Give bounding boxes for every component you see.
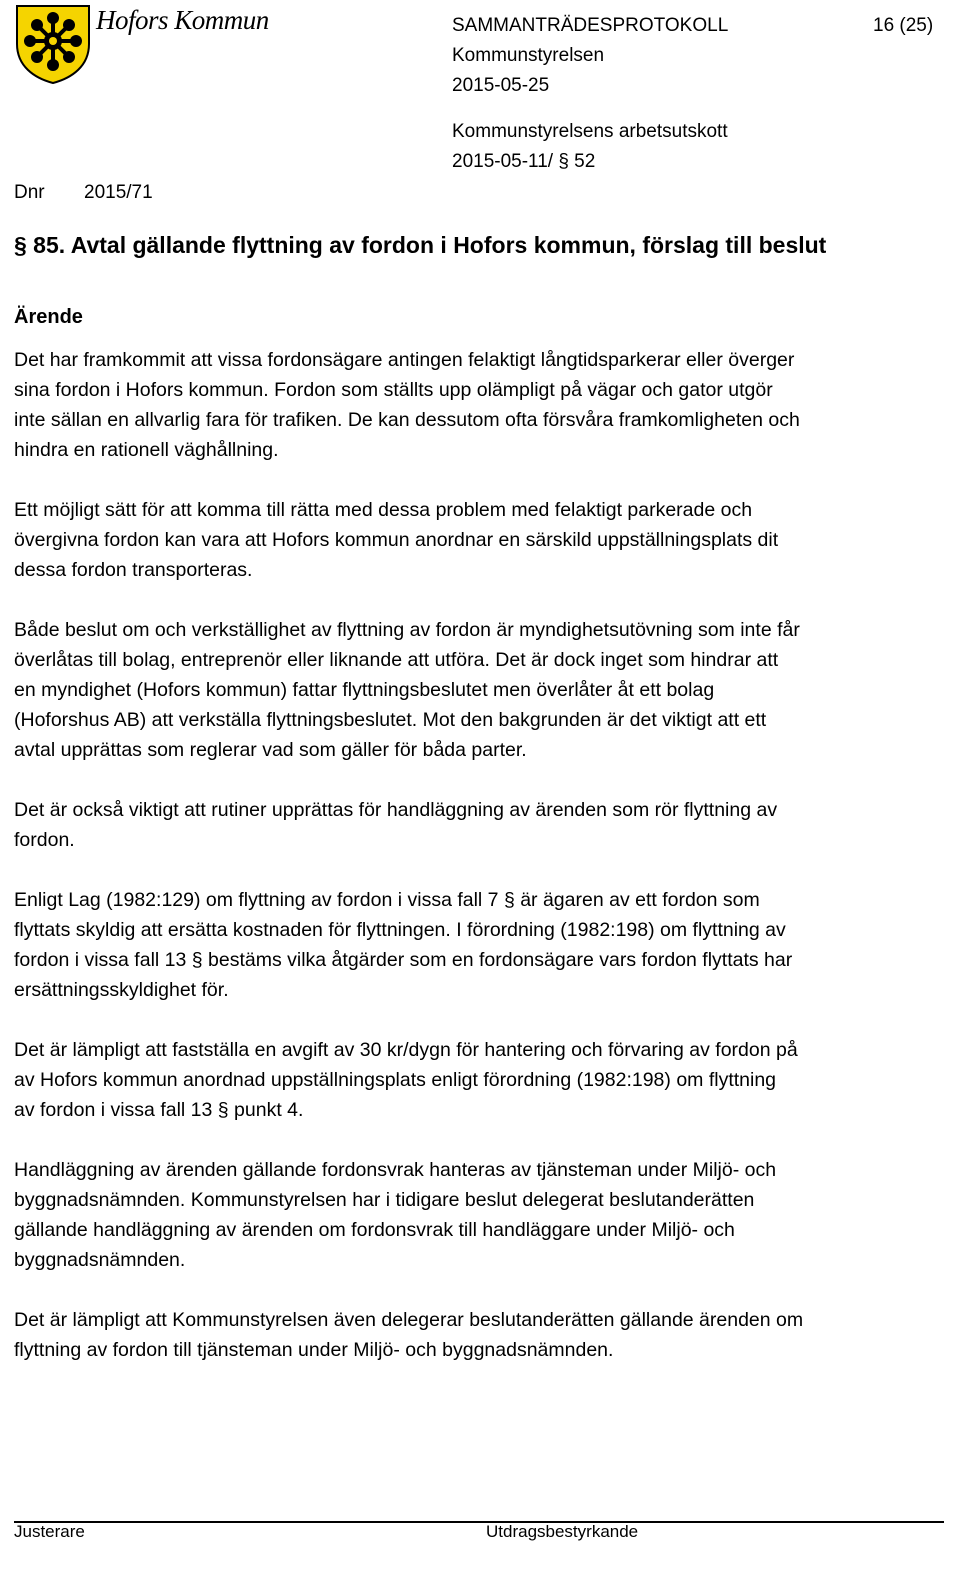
text-line: dessa fordon transporteras. [14,559,253,581]
preparatory-reference: 2015-05-11/ § 52 [452,151,596,172]
protocol-type: SAMMANTRÄDESPROTOKOLL [452,15,729,36]
municipality-brand-name: Hofors Kommun [96,5,269,35]
hofors-coat-of-arms-logo [14,4,92,84]
text-line: byggnadsnämnden. Kommunstyrelsen har i tidigare beslut delegerat beslutanderätten [14,1189,755,1211]
text-line: av Hofors kommun anordnad uppställningsplats enligt förordning (1982:198) om flyttning [14,1069,777,1091]
text-line: en myndighet (Hofors kommun) fattar flyttningsbeslutet men överlåter åt ett bolag [14,679,715,701]
paragraph [14,795,944,855]
text-line: byggnadsnämnden. [14,1249,186,1271]
text-line: Ett möjligt sätt för att komma till rätta med dessa problem med felaktigt parkerade och [14,499,753,521]
text-line: övergivna fordon kan vara att Hofors kommun anordnar en särskild uppställningsplats dit [14,529,779,551]
footer-utdragsbestyrkande: Utdragsbestyrkande [486,1522,639,1541]
text-line: överlåtas till bolag, entreprenör eller liknande att utföra. Det är dock inget som hindrar att [14,649,779,671]
text-line: (Hoforshus AB) att verkställa flyttningsbeslutet. Mot den bakgrunden är det viktigt att ett [14,709,767,731]
text-line: Det är lämpligt att Kommunstyrelsen även delegerar beslutanderätten gällande ärenden om [14,1309,804,1331]
text-line: ersättningsskyldighet för. [14,979,229,1001]
text-line: Handläggning av ärenden gällande fordonsvrak hanteras av tjänsteman under Miljö- och [14,1159,777,1181]
paragraph [14,885,944,1005]
text-line: sina fordon i Hofors kommun. Fordon som ställts upp olämpligt på vägar och gator utgör [14,379,773,401]
text-line: inte sällan en allvarlig fara för trafiken. De kan dessutom ofta försvåra framkomligheten och [14,409,800,431]
section-heading-arende: Ärende [14,306,83,328]
paragraph [14,615,944,765]
dnr-label: Dnr [14,182,45,203]
text-line: fordon i vissa fall 13 § bestäms vilka åtgärder som en fordonsägare vars fordon flyttats har [14,949,793,971]
text-line: Det har framkommit att vissa fordonsägare antingen felaktigt långtidsparkerar eller överger [14,349,795,371]
footer-justerare: Justerare [14,1522,85,1541]
paragraph [14,495,944,585]
text-line: av fordon i vissa fall 13 § punkt 4. [14,1099,304,1121]
text-line: Det är också viktigt att rutiner upprättas för handläggning av ärenden som rör flyttning av [14,799,778,821]
paragraph [14,1305,944,1365]
meeting-date: 2015-05-25 [452,75,550,96]
text-line: fordon. [14,829,75,851]
paragraph [14,1035,944,1125]
text-line: flyttats skyldig att ersätta kostnaden för flyttningen. I förordning (1982:198) om flyttning av [14,919,786,941]
text-line: hindra en rationell väghållning. [14,439,279,461]
meeting-body: Kommunstyrelsen [452,45,605,66]
preparatory-body: Kommunstyrelsens arbetsutskott [452,121,728,142]
text-line: Enligt Lag (1982:129) om flyttning av fordon i vissa fall 7 § är ägaren av ett fordon som [14,889,760,911]
text-line: gällande handläggning av ärenden om fordonsvrak till handläggare under Miljö- och [14,1219,735,1241]
text-line: Det är lämpligt att fastställa en avgift av 30 kr/dygn för hantering och förvaring av fordon på [14,1039,798,1061]
paragraph [14,1155,944,1275]
dnr-value: 2015/71 [84,182,153,203]
text-line: Både beslut om och verkställighet av flyttning av fordon är myndighetsutövning som inte får [14,619,800,641]
section-title: § 85. Avtal gällande flyttning av fordon i Hofors kommun, förslag till beslut [14,232,827,258]
document-body [14,345,944,1395]
text-line: flyttning av fordon till tjänsteman under Miljö- och byggnadsnämnden. [14,1339,614,1361]
page-number: 16 (25) [873,15,934,36]
text-line: avtal upprättas som reglerar vad som gäller för båda parter. [14,739,527,761]
footer-divider [14,1521,944,1523]
paragraph [14,345,944,465]
